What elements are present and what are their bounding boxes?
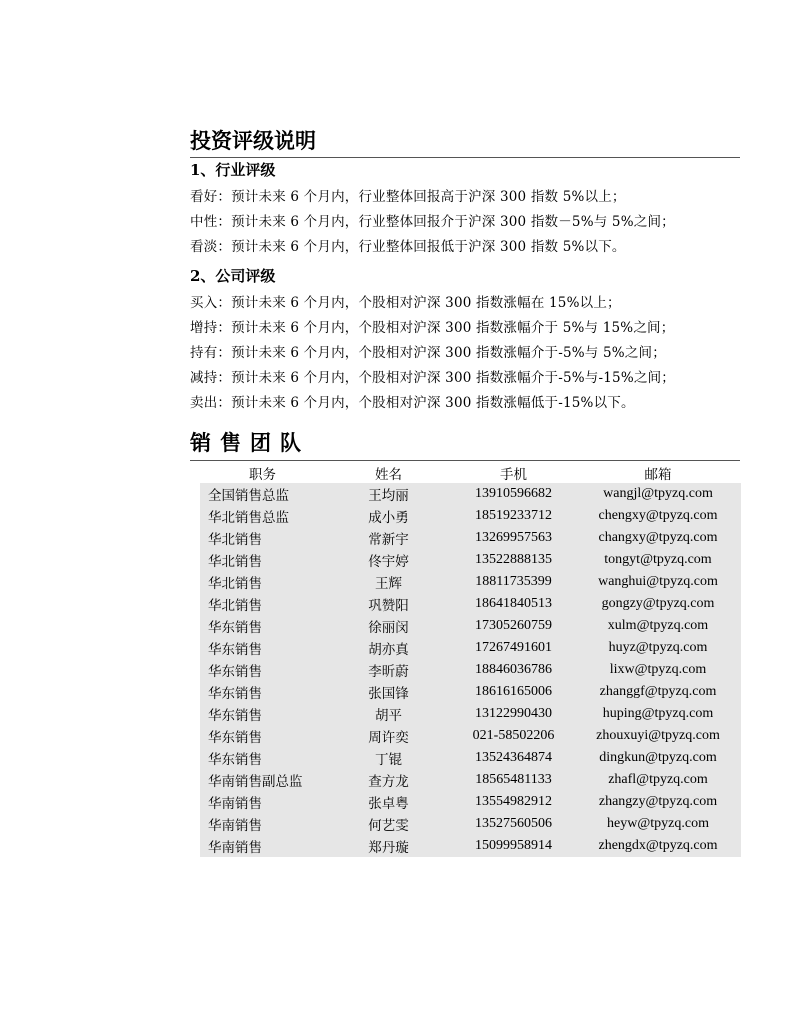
cell-role: 华东销售: [200, 659, 325, 681]
cell-name: 徐丽闵: [325, 615, 452, 637]
cell-phone: 18565481133: [452, 769, 575, 791]
table-row: [200, 593, 741, 615]
cell-name: 张卓粤: [325, 791, 452, 813]
cell-email: changxy@tpyzq.com: [575, 527, 741, 549]
cell-name: 何艺雯: [325, 813, 452, 835]
table-row: [200, 791, 741, 813]
company-rating-line: 增持：预计未来 6 个月内，个股相对沪深 300 指数涨幅介于 5%与 15%之间；: [190, 320, 675, 336]
table-row: [200, 615, 741, 637]
cell-phone: 17267491601: [452, 637, 575, 659]
header-email: 邮箱: [644, 466, 672, 483]
cell-email: huping@tpyzq.com: [575, 703, 741, 725]
cell-email: zhouxuyi@tpyzq.com: [575, 725, 741, 747]
header-name: 姓名: [375, 466, 402, 483]
table-row: [200, 835, 741, 857]
industry-rating-line: 中性：预计未来 6 个月内，行业整体回报介于沪深 300 指数－5%与 5%之间；: [190, 214, 675, 230]
table-row: [200, 571, 741, 593]
cell-phone: 13910596682: [452, 483, 575, 505]
cell-phone: 13122990430: [452, 703, 575, 725]
cell-role: 华南销售: [200, 791, 325, 813]
company-rating-line: 持有：预计未来 6 个月内，个股相对沪深 300 指数涨幅介于-5%与 5%之间；: [190, 345, 666, 361]
cell-role: 华南销售副总监: [200, 769, 325, 791]
cell-name: 李昕蔚: [325, 659, 452, 681]
cell-phone: 18641840513: [452, 593, 575, 615]
industry-rating-line: 看好：预计未来 6 个月内，行业整体回报高于沪深 300 指数 5%以上；: [190, 189, 626, 205]
cell-name: 王辉: [325, 571, 452, 593]
cell-role: 华北销售: [200, 593, 325, 615]
cell-phone: 18846036786: [452, 659, 575, 681]
cell-email: tongyt@tpyzq.com: [575, 549, 741, 571]
cell-role: 华东销售: [200, 725, 325, 747]
table-row: [200, 659, 741, 681]
cell-role: 华东销售: [200, 747, 325, 769]
cell-phone: 13527560506: [452, 813, 575, 835]
header-phone: 手机: [500, 466, 527, 483]
table-row: [200, 813, 741, 835]
cell-email: zhafl@tpyzq.com: [575, 769, 741, 791]
cell-email: zhanggf@tpyzq.com: [575, 681, 741, 703]
table-row: [200, 637, 741, 659]
cell-name: 周许奕: [325, 725, 452, 747]
sales-team-title: 销售团队: [190, 430, 310, 455]
header-role: 职务: [249, 466, 276, 483]
table-row: [200, 549, 741, 571]
cell-email: zhengdx@tpyzq.com: [575, 835, 741, 857]
cell-role: 华东销售: [200, 615, 325, 637]
cell-phone: 13269957563: [452, 527, 575, 549]
cell-email: wangjl@tpyzq.com: [575, 483, 741, 505]
rating-section-title: 投资评级说明: [190, 128, 316, 153]
rating-title-rule: [190, 157, 740, 158]
table-row: [200, 681, 741, 703]
cell-email: xulm@tpyzq.com: [575, 615, 741, 637]
table-row: [200, 505, 741, 527]
table-row: [200, 725, 741, 747]
cell-phone: 18616165006: [452, 681, 575, 703]
company-rating-line: 买入：预计未来 6 个月内，个股相对沪深 300 指数涨幅在 15%以上；: [190, 295, 621, 311]
cell-phone: 17305260759: [452, 615, 575, 637]
cell-email: dingkun@tpyzq.com: [575, 747, 741, 769]
cell-phone: 18519233712: [452, 505, 575, 527]
cell-role: 华北销售: [200, 549, 325, 571]
cell-email: wanghui@tpyzq.com: [575, 571, 741, 593]
cell-email: gongzy@tpyzq.com: [575, 593, 741, 615]
cell-name: 丁锟: [325, 747, 452, 769]
cell-email: zhangzy@tpyzq.com: [575, 791, 741, 813]
cell-name: 巩赞阳: [325, 593, 452, 615]
cell-phone: 15099958914: [452, 835, 575, 857]
cell-phone: 021-58502206: [452, 725, 575, 747]
cell-phone: 13522888135: [452, 549, 575, 571]
sales-team-table: [200, 462, 741, 857]
company-rating-line: 减持：预计未来 6 个月内，个股相对沪深 300 指数涨幅介于-5%与-15%之间；: [190, 370, 675, 386]
cell-role: 全国销售总监: [200, 483, 325, 505]
cell-name: 胡平: [325, 703, 452, 725]
cell-name: 成小勇: [325, 505, 452, 527]
cell-role: 华北销售总监: [200, 505, 325, 527]
industry-rating-heading: 1、行业评级: [190, 161, 276, 179]
cell-email: heyw@tpyzq.com: [575, 813, 741, 835]
cell-name: 胡亦真: [325, 637, 452, 659]
table-row: [200, 703, 741, 725]
cell-phone: 13554982912: [452, 791, 575, 813]
company-rating-heading: 2、公司评级: [190, 267, 276, 285]
cell-email: huyz@tpyzq.com: [575, 637, 741, 659]
cell-phone: 18811735399: [452, 571, 575, 593]
cell-name: 王均丽: [325, 483, 452, 505]
company-rating-line: 卖出：预计未来 6 个月内，个股相对沪深 300 指数涨幅低于-15%以下。: [190, 395, 635, 411]
cell-role: 华北销售: [200, 571, 325, 593]
cell-name: 郑丹璇: [325, 835, 452, 857]
table-row: [200, 527, 741, 549]
team-title-rule: [190, 460, 740, 461]
industry-rating-line: 看淡：预计未来 6 个月内，行业整体回报低于沪深 300 指数 5%以下。: [190, 239, 626, 255]
cell-email: lixw@tpyzq.com: [575, 659, 741, 681]
cell-role: 华东销售: [200, 681, 325, 703]
cell-phone: 13524364874: [452, 747, 575, 769]
table-row: [200, 483, 741, 505]
cell-email: chengxy@tpyzq.com: [575, 505, 741, 527]
cell-role: 华南销售: [200, 835, 325, 857]
cell-role: 华北销售: [200, 527, 325, 549]
cell-role: 华东销售: [200, 637, 325, 659]
cell-name: 查方龙: [325, 769, 452, 791]
table-row: [200, 769, 741, 791]
table-header-row: [200, 462, 741, 483]
cell-name: 常新宇: [325, 527, 452, 549]
cell-name: 张国锋: [325, 681, 452, 703]
cell-role: 华南销售: [200, 813, 325, 835]
cell-name: 佟宇婷: [325, 549, 452, 571]
sales-team-rows: [200, 483, 741, 857]
table-row: [200, 747, 741, 769]
cell-role: 华东销售: [200, 703, 325, 725]
